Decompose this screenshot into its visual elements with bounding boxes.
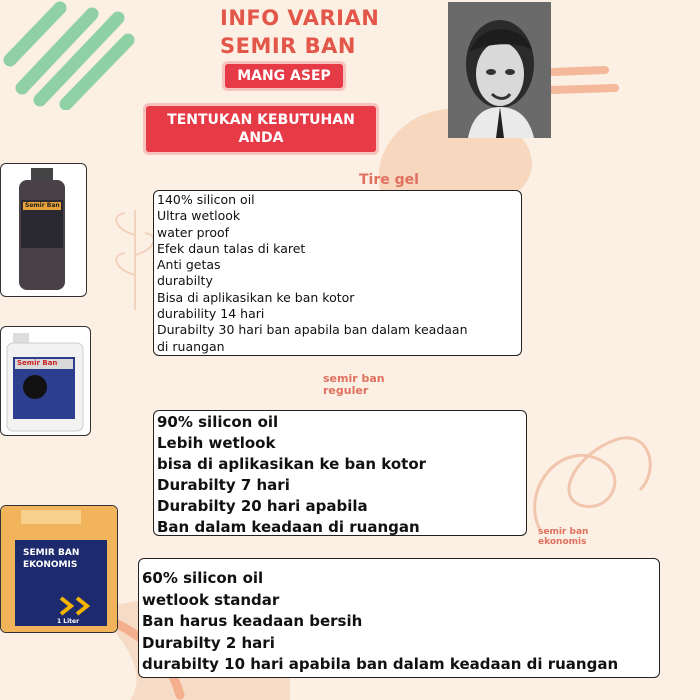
feature-box-tire-gel bbox=[153, 190, 522, 356]
feature-item: Durabilty 30 hari ban apabila ban dalam keadaan bbox=[157, 322, 468, 338]
product-label-reguler bbox=[323, 373, 385, 397]
feature-item: 60% silicon oil bbox=[142, 569, 264, 587]
green-stripes-decoration bbox=[0, 0, 140, 110]
cta-badge bbox=[146, 106, 376, 152]
product-image-ekonomis bbox=[0, 505, 118, 633]
feature-item: 90% silicon oil bbox=[157, 413, 279, 431]
jerrycan-label-line2: EKONOMIS bbox=[23, 560, 78, 570]
feature-item: durabilty 10 hari apabila ban dalam keadaan di ruangan bbox=[142, 655, 619, 673]
feature-item: di ruangan bbox=[157, 338, 225, 354]
ekonomis-label-line2: ekonomis bbox=[538, 537, 587, 547]
feature-item: Efek daun talas di karet bbox=[157, 240, 306, 256]
ekonomis-label-line1: semir ban bbox=[538, 527, 589, 537]
reguler-label-line1: semir ban bbox=[323, 372, 385, 385]
jerrycan-volume: 1 Liter bbox=[57, 618, 80, 625]
name-badge: MANG ASEP bbox=[225, 64, 343, 88]
feature-item: durabilty bbox=[157, 273, 213, 289]
bottle-icon bbox=[1, 164, 86, 296]
feature-item: Lebih wetlook bbox=[157, 434, 276, 452]
feature-box-ekonomis bbox=[138, 558, 660, 678]
feature-item: Ban dalam keadaan di ruangan bbox=[157, 518, 420, 536]
cta-line2: ANDA bbox=[238, 130, 284, 146]
feature-item: Durabilty 2 hari bbox=[142, 633, 275, 652]
feature-item: Ban harus keadaan bersih bbox=[142, 612, 363, 630]
feature-item: Durabilty 7 hari bbox=[157, 476, 290, 494]
feature-item: bisa di aplikasikan ke ban kotor bbox=[157, 455, 427, 473]
feature-item: wetlook standar bbox=[142, 590, 280, 609]
cta-line1: TENTUKAN KEBUTUHAN bbox=[167, 112, 355, 128]
product-image-reguler bbox=[0, 326, 91, 436]
avatar bbox=[448, 2, 551, 138]
feature-item: Ultra wetlook bbox=[157, 208, 241, 224]
product-image-tire-gel bbox=[0, 163, 87, 297]
jerrycan-label-text: Semir Ban bbox=[17, 359, 58, 367]
feature-item: water proof bbox=[157, 224, 230, 240]
jerrycan-label-line1: SEMIR BAN bbox=[23, 548, 80, 558]
feature-item: Anti getas bbox=[157, 257, 221, 273]
header-title-line1: INFO VARIAN bbox=[220, 6, 380, 30]
feature-item: Bisa di aplikasikan ke ban kotor bbox=[157, 289, 355, 305]
feature-item: Durabilty 20 hari apabila bbox=[157, 497, 368, 515]
portrait-caricature-icon bbox=[448, 2, 551, 138]
jerrycan-icon bbox=[1, 327, 90, 435]
product-label-tire-gel: Tire gel bbox=[359, 172, 419, 188]
feature-box-reguler bbox=[153, 410, 527, 536]
bottle-label-text: Semir Ban bbox=[25, 202, 60, 209]
product-label-ekonomis bbox=[538, 527, 588, 547]
feature-item: 140% silicon oil bbox=[157, 192, 255, 207]
feature-item: durability 14 hari bbox=[157, 306, 265, 322]
reguler-label-line2: reguler bbox=[323, 384, 369, 397]
peach-lines-decoration bbox=[545, 60, 625, 120]
header-title-line2: SEMIR BAN bbox=[220, 34, 356, 58]
